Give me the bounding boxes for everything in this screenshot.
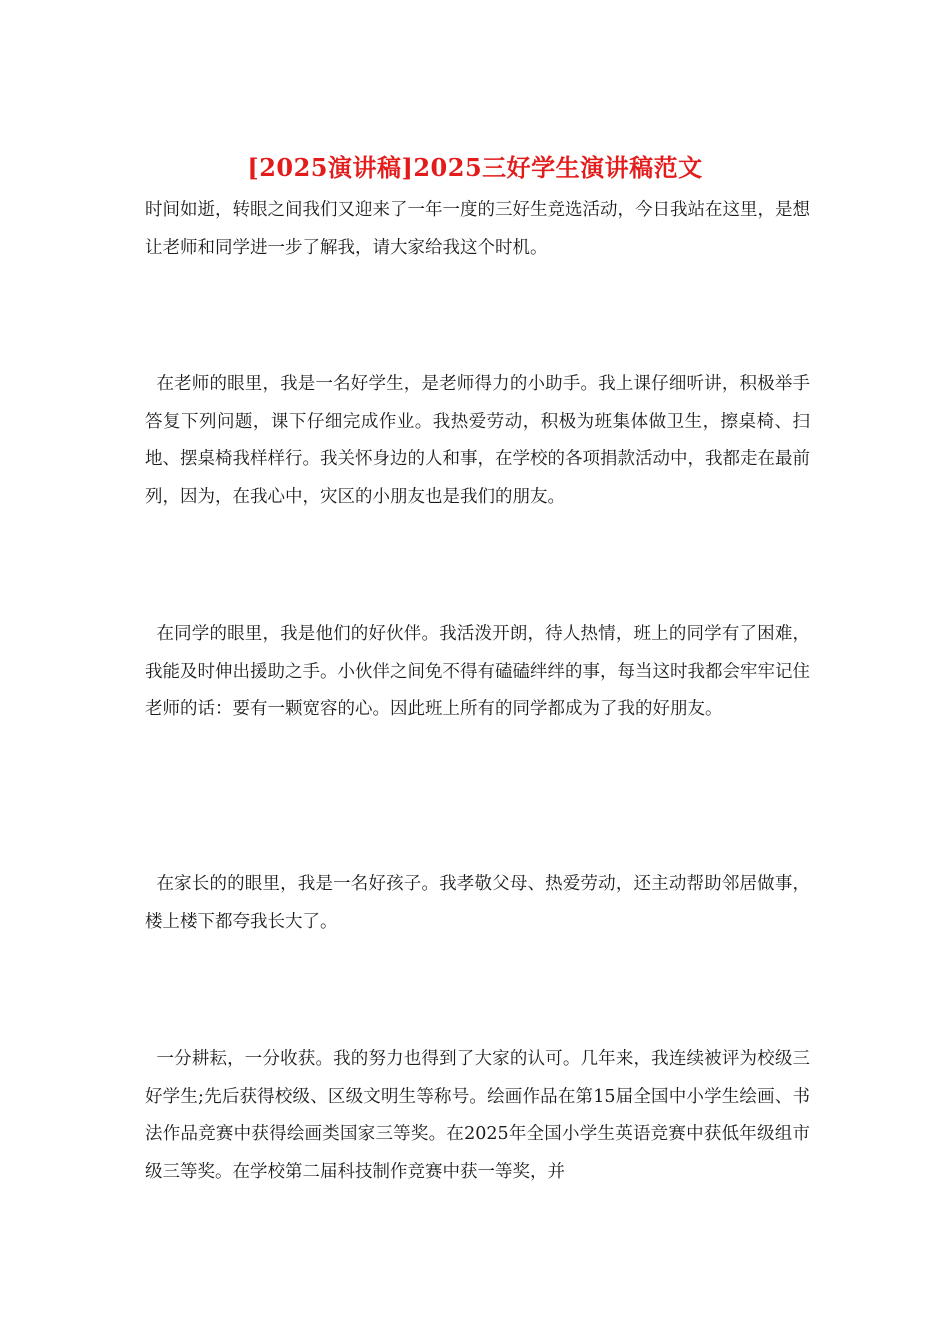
document-title: [2025演讲稿]2025三好学生演讲稿范文 bbox=[247, 153, 703, 182]
paragraph-achievements: 一分耕耘，一分收获。我的努力也得到了大家的认可。几年来，我连续被评为校级三好学生;先后获得校级、区级文明生等称号。绘画作品在第15届全国中小学生绘画、书法作品竞赛中获得绘画类国家三等奖。在2025年全国小学生英语竞赛中获低年级组市级三等奖。在学校第二届科技制作竞赛中获一等奖，并 bbox=[145, 1049, 810, 1182]
paragraph-intro: 时间如逝，转眼之间我们又迎来了一年一度的三好生竞选活动，今日我站在这里，是想让老师和同学进一步了解我，请大家给我这个时机。 bbox=[145, 200, 810, 258]
paragraph-teacher: 在老师的眼里，我是一名好学生，是老师得力的小助手。我上课仔细听讲，积极举手答复下列问题，课下仔细完成作业。我热爱劳动，积极为班集体做卫生，擦桌椅、扫地、摆桌椅我样样行。我关怀身边的人和事，在学校的各项捐款活动中，我都走在最前列，因为，在我心中，灾区的小朋友也是我们的朋友。 bbox=[145, 374, 810, 507]
paragraph-classmates: 在同学的眼里，我是他们的好伙伴。我活泼开朗，待人热情，班上的同学有了困难，我能及时伸出援助之手。小伙伴之间免不得有磕磕绊绊的事，每当这时我都会牢牢记住老师的话：要有一颗宽容的心。因此班上所有的同学都成为了我的好朋友。 bbox=[145, 624, 810, 719]
paragraph-parents: 在家长的的眼里，我是一名好孩子。我孝敬父母、热爱劳动，还主动帮助邻居做事，楼上楼下都夸我长大了。 bbox=[145, 874, 810, 932]
